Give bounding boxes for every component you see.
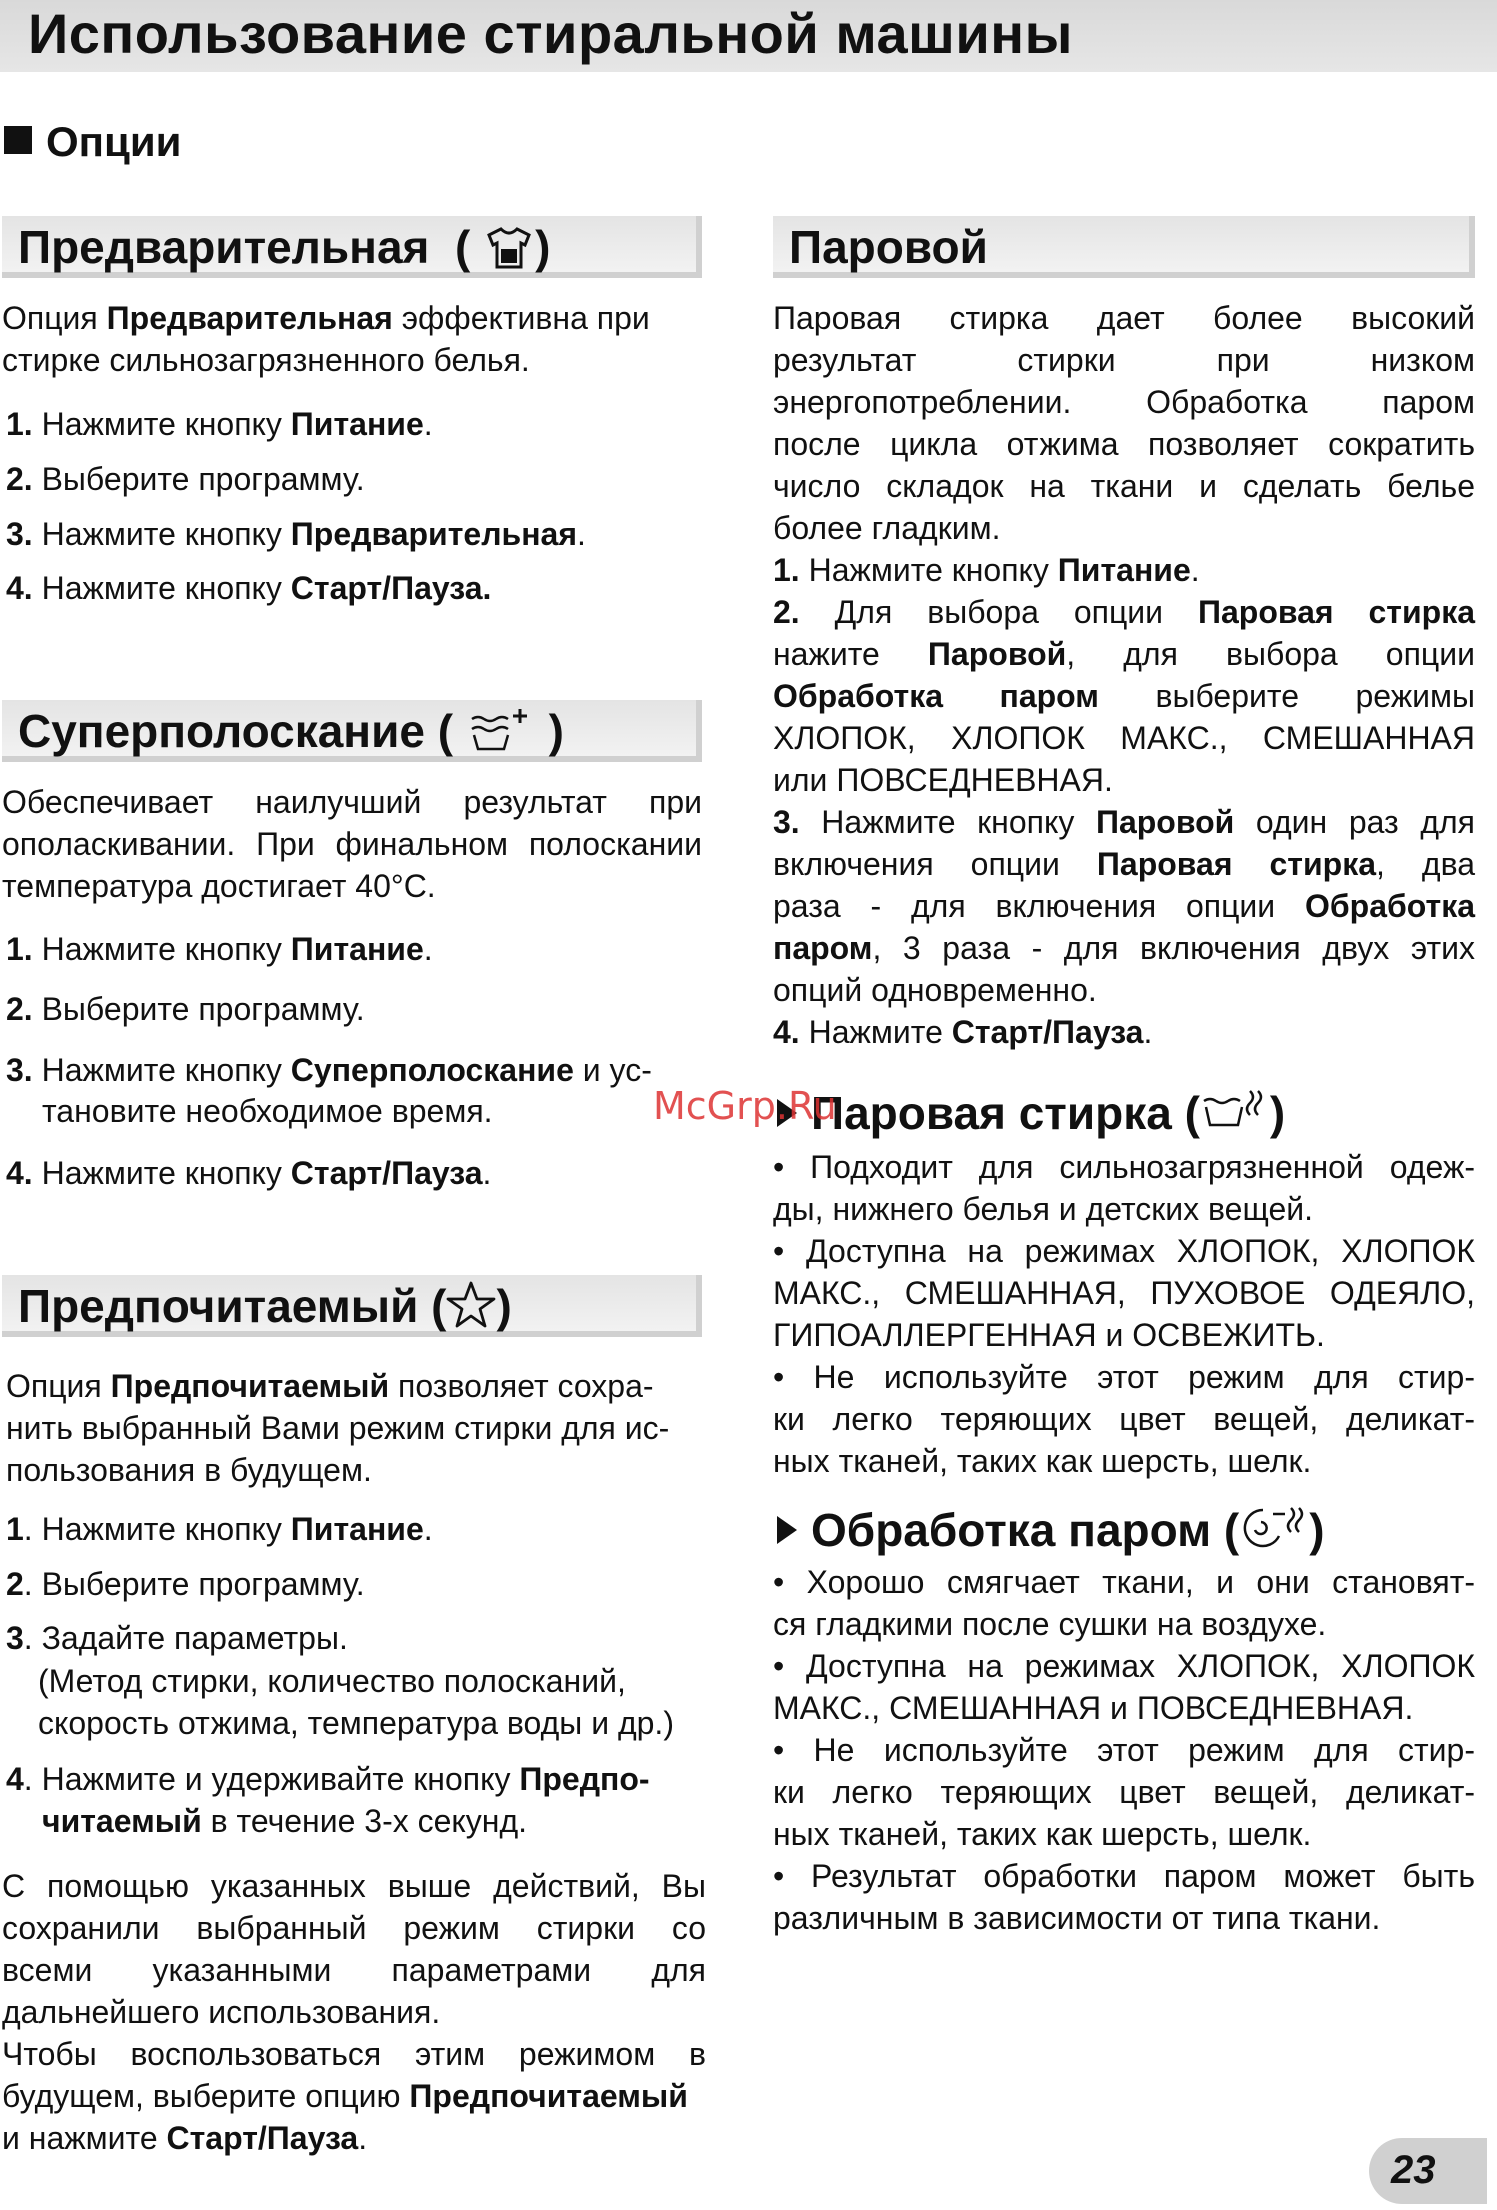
favorite-step-3-sub-1: (Метод стирки, количество полосканий, <box>38 1663 626 1699</box>
prewash-step-3: 3. Нажмите кнопку Предварительная. <box>6 516 586 552</box>
page-number-tab <box>1369 2138 1487 2204</box>
superrinse-step-3-cont: тановите необходимое время. <box>42 1093 493 1129</box>
favorite-step-1: 1. Нажмите кнопку Питание. <box>6 1511 433 1547</box>
prewash-step-4: 4. Нажмите кнопку Старт/Пауза. <box>6 570 492 606</box>
steam-wash-heading: Паровая стирка ( ) <box>777 1085 1285 1140</box>
favorite-step-4-cont: читаемый в течение 3-х секунд. <box>42 1803 528 1839</box>
superrinse-step-3: 3. Нажмите кнопку Суперполоскание и ус- <box>6 1052 652 1088</box>
steam-body: Паровая стирка дает более высокий результат стирки при низком энергопотреблении. Обработка паром после цикла отжима позволяет сократить число складок на ткани и сделать белье более гладким. 1. Нажмите кнопку Питание. 2. Для выбора опции Паровая стирка нажите Паровой, для выбора опции Обработка паром выберите режимы ХЛОПОК, ХЛОПОК МАКС., СМЕШАННАЯ или ПОВСЕДНЕВНАЯ. 3. Нажмите кнопку Паровой один раз для включения опции Паровая стирка, два раза - для включения опции Обработка паром, 3 раза - для включения двух этих опций одновременно. 4. Нажмите Старт/Пауза. <box>773 300 1476 1050</box>
star-icon <box>446 1280 496 1330</box>
page-title: Использование стиральной машины <box>28 2 1073 65</box>
favorite-heading: Предпочитаемый ( ) <box>18 1280 512 1332</box>
favorite-step-2: 2. Выберите программу. <box>6 1566 365 1602</box>
page-number: 23 <box>1391 2148 1436 2192</box>
prewash-step-1: 1. Нажмите кнопку Питание. <box>6 406 433 442</box>
steam-heading: Паровой <box>789 221 988 273</box>
prewash-heading: Предварительная ( ) <box>18 221 551 273</box>
prewash-shirt-icon <box>483 225 535 271</box>
superrinse-step-4: 4. Нажмите кнопку Старт/Пауза. <box>6 1155 492 1191</box>
options-title: Опции <box>4 118 182 166</box>
steam-wash-icon <box>1200 1085 1270 1135</box>
favorite-step-3: 3. Задайте параметры. <box>6 1620 348 1656</box>
super-rinse-icon <box>466 705 536 755</box>
prewash-step-2: 2. Выберите программу. <box>6 461 365 497</box>
steam-refresh-icon <box>1239 1502 1309 1554</box>
favorite-outro: С помощью указанных выше действий, Вы сохранили выбранный режим стирки со всеми указанными параметрами для дальнейшего использования. Чтобы воспользоваться этим режимом в будущем, выберите опцию Предпочитаемый и нажмите Старт/Пауза. <box>2 1868 706 2156</box>
favorite-step-3-sub-2: скорость отжима, температура воды и др.) <box>38 1705 674 1741</box>
steam-heading-bar <box>773 216 1475 278</box>
favorite-heading-bar <box>2 1275 702 1337</box>
favorite-step-4: 4. Нажмите и удерживайте кнопку Предпо- <box>6 1761 650 1797</box>
steam-wash-body: • Подходит для сильнозагрязненной одеж- ды, нижнего белья и детских вещей. • Доступна на режимах ХЛОПОК, ХЛОПОК МАКС., СМЕШАННАЯ, ПУХОВОЕ ОДЕЯЛО, ГИПОАЛЛЕРГЕННАЯ и ОСВЕЖИТЬ. • Не используйте этот режим для стир- ки легко теряющих цвет вещей, деликат- ных тканей, таких как шерсть, шелк. <box>773 1149 1475 1479</box>
superrinse-heading: Суперполоскание ( ) <box>18 705 564 757</box>
superrinse-heading-bar <box>2 700 702 762</box>
page-header-bar <box>0 0 1497 72</box>
superrinse-intro: Обеспечивает наилучший результат при ополаскивании. При финальном полоскании температура достигает 40°С. <box>2 784 702 904</box>
watermark: McGrp.Ru <box>653 1084 837 1128</box>
triangle-bullet-icon <box>777 1516 797 1544</box>
favorite-intro: Опция Предпочитаемый позволяет сохра- нить выбранный Вами режим стирки для ис- пользования в будущем. <box>6 1368 670 1488</box>
steam-refresh-body: • Хорошо смягчает ткани, и они становят- ся гладкими после сушки на воздухе. • Доступна на режимах ХЛОПОК, ХЛОПОК МАКС., СМЕШАННАЯ и ПОВСЕДНЕВНАЯ. • Не используйте этот режим для стир- ки легко теряющих цвет вещей, деликат- ных тканей, таких как шерсть, шелк. • Результат обработки паром может быть различным в зависимости от типа ткани. <box>773 1564 1475 1936</box>
superrinse-step-2: 2. Выберите программу. <box>6 991 365 1027</box>
prewash-intro: Опция Предварительная эффективна при стирке сильнозагрязненного белья. <box>2 300 650 378</box>
superrinse-step-1: 1. Нажмите кнопку Питание. <box>6 931 433 967</box>
prewash-heading-bar <box>2 216 702 278</box>
square-bullet-icon <box>4 126 32 154</box>
steam-refresh-heading: Обработка паром ( ) <box>777 1502 1325 1557</box>
